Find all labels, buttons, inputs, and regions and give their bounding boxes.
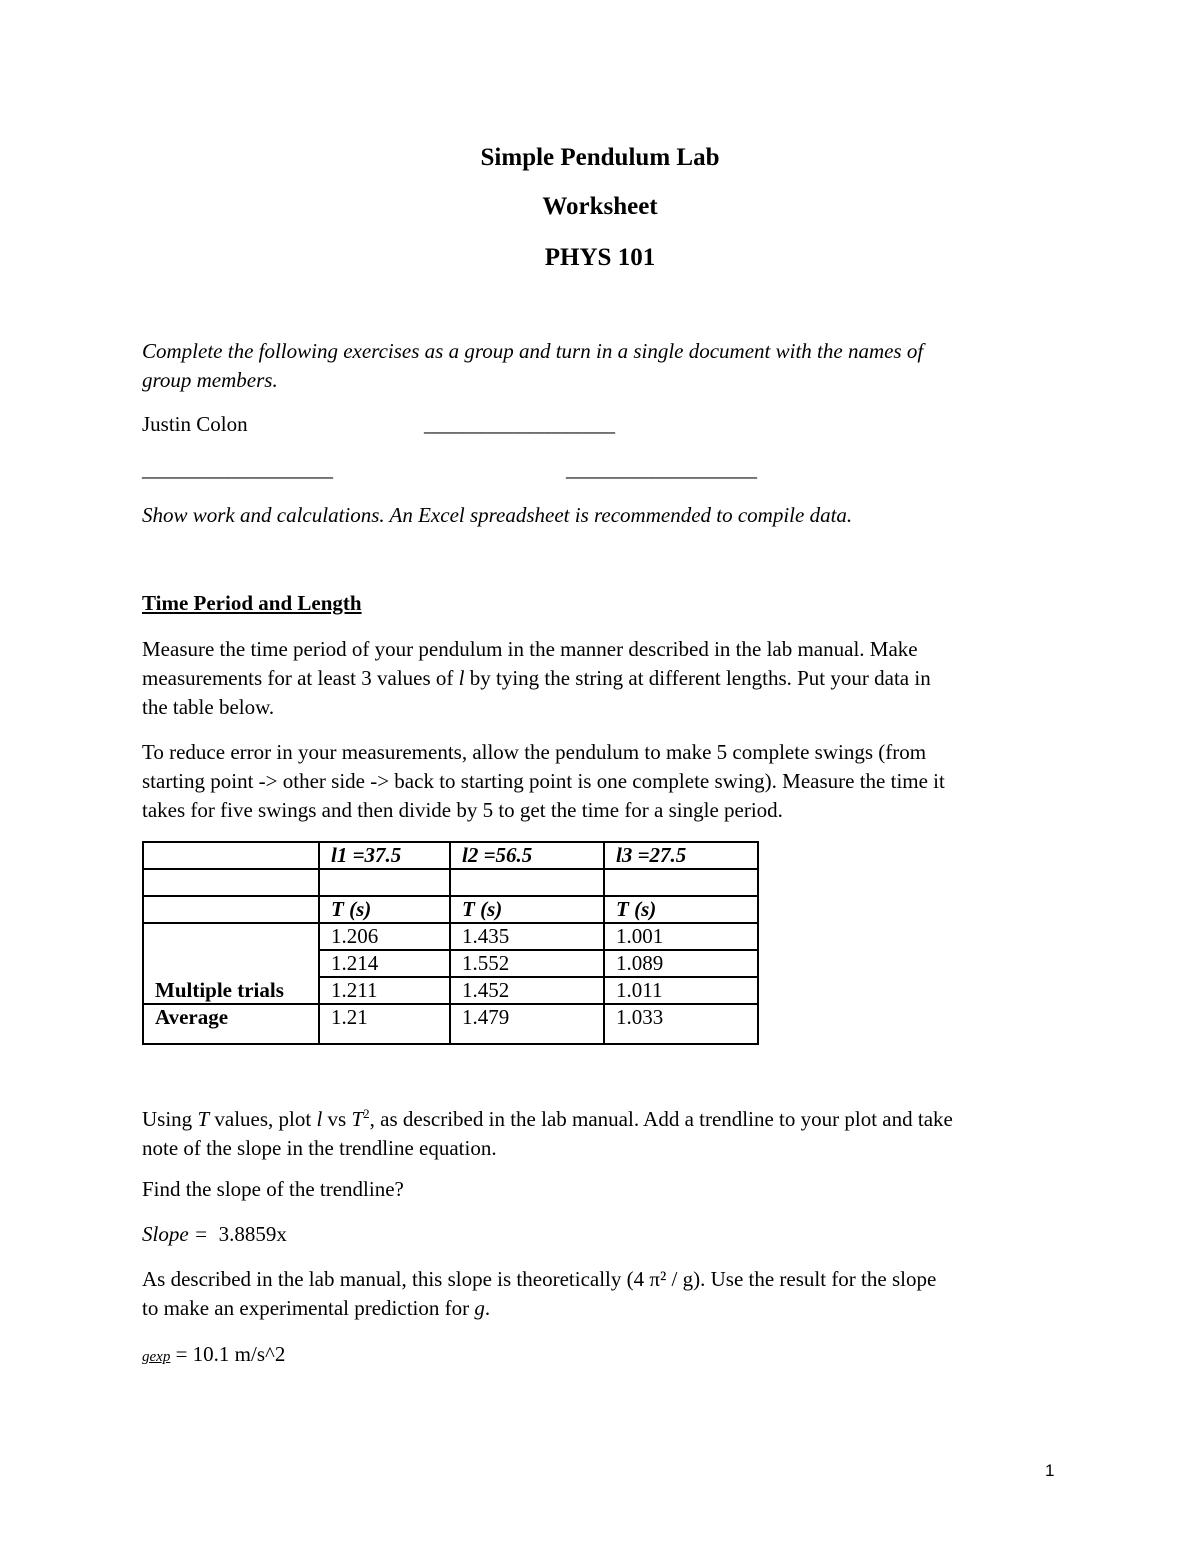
trial-value[interactable]: 1.214 [319, 950, 450, 977]
gexp-label: gexp [142, 1349, 171, 1365]
page-number: 1 [1045, 1461, 1055, 1480]
average-value[interactable]: 1.21 [319, 1004, 450, 1044]
slope-value[interactable]: 3.8859x [218, 1222, 287, 1246]
table-cell-empty[interactable] [450, 869, 604, 896]
plot-text-d: , as described in the lab manual. Add a trendline to your plot and take [369, 1107, 953, 1131]
table-cell-empty[interactable] [143, 842, 319, 869]
swing-paragraph [142, 738, 1082, 825]
measure-line-2 [142, 664, 1082, 693]
measure-line-2a: measurements for at least 3 values of [142, 666, 459, 690]
table-average-row [143, 1004, 758, 1044]
gexp-value[interactable]: = 10.1 m/s^2 [175, 1342, 286, 1366]
multiple-trials-label: Multiple trials [143, 923, 319, 1004]
swing-line-1: To reduce error in your measurements, allow the pendulum to make 5 complete swings (from [142, 740, 927, 764]
table-blank-row [143, 869, 758, 896]
trial-value[interactable]: 1.089 [604, 950, 758, 977]
theory-paragraph [142, 1265, 1082, 1323]
member-blank-line-2[interactable]: ____________________ [142, 457, 332, 481]
page-title: Simple Pendulum Lab [480, 144, 720, 171]
group-member-name: Justin Colon [142, 412, 248, 436]
length-3-header: l3 =27.5 [604, 842, 758, 869]
theory-text-b: . [484, 1296, 491, 1320]
measure-line-2b: by tying the string at different lengths. Put your data in [464, 666, 931, 690]
theory-text-a: to make an experimental prediction for [142, 1296, 475, 1320]
theory-line-1: As described in the lab manual, this slope is theoretically (4 π² / g). Use the result for the slope [142, 1267, 937, 1291]
trial-value[interactable]: 1.001 [604, 923, 758, 950]
unit-header: T (s) [450, 896, 604, 923]
trial-value[interactable]: 1.206 [319, 923, 450, 950]
page-subtitle: Worksheet [542, 193, 658, 220]
theory-line-2 [142, 1294, 1082, 1323]
measure-paragraph [142, 635, 1082, 722]
plot-line-1 [142, 1099, 1082, 1134]
member-blank-line-3[interactable]: ____________________ [566, 457, 756, 481]
course-code: PHYS 101 [544, 244, 656, 271]
table-cell-empty[interactable] [319, 869, 450, 896]
plot-text-a: Using [142, 1107, 198, 1131]
variable-T: T [197, 1107, 210, 1131]
trial-value[interactable]: 1.435 [450, 923, 604, 950]
slope-answer [142, 1220, 287, 1249]
slope-question: Find the slope of the trendline? [142, 1177, 404, 1201]
plot-line-2: note of the slope in the trendline equation. [142, 1136, 497, 1160]
variable-l: l [458, 666, 465, 690]
slope-label: Slope = [142, 1222, 209, 1246]
swing-line-3: takes for five swings and then divide by 5 to get the time for a single period. [142, 798, 783, 822]
instruction-line-1: Complete the following exercises as a group and turn in a single document with the names of [142, 339, 924, 363]
table-cell-empty[interactable] [604, 869, 758, 896]
plot-text-b: values, plot [209, 1107, 317, 1131]
period-data-table [142, 841, 759, 1045]
trial-value[interactable]: 1.552 [450, 950, 604, 977]
trial-value[interactable]: 1.211 [319, 977, 450, 1004]
exponent: 2 [363, 1106, 370, 1121]
average-value[interactable]: 1.033 [604, 1004, 758, 1044]
variable-l: l [316, 1107, 323, 1131]
plot-paragraph [142, 1099, 1082, 1163]
length-1-header: l1 =37.5 [319, 842, 450, 869]
table-unit-row [143, 896, 758, 923]
trial-value[interactable]: 1.011 [604, 977, 758, 1004]
unit-header: T (s) [319, 896, 450, 923]
length-2-header: l2 =56.5 [450, 842, 604, 869]
measure-line-1: Measure the time period of your pendulum in the manner described in the lab manual. Make [142, 637, 918, 661]
measure-line-3: the table below. [142, 695, 275, 719]
table-cell-empty[interactable] [143, 896, 319, 923]
table-header-row [143, 842, 758, 869]
table-cell-empty[interactable] [143, 869, 319, 896]
show-work-note: Show work and calculations. An Excel spreadsheet is recommended to compile data. [142, 503, 853, 527]
member-blank-line-1[interactable]: ____________________ [424, 412, 614, 436]
trial-value[interactable]: 1.452 [450, 977, 604, 1004]
table-row [143, 923, 758, 950]
gexp-answer [142, 1340, 285, 1372]
swing-line-2: starting point -> other side -> back to starting point is one complete swing). Measure the time it [142, 769, 945, 793]
section-heading: Time Period and Length [142, 591, 362, 615]
variable-g: g [474, 1296, 485, 1320]
plot-text-c: vs [322, 1107, 352, 1131]
variable-T-squared: T [351, 1107, 364, 1131]
average-label: Average [143, 1004, 319, 1044]
average-value[interactable]: 1.479 [450, 1004, 604, 1044]
unit-header: T (s) [604, 896, 758, 923]
instruction-line-2: group members. [142, 368, 278, 392]
